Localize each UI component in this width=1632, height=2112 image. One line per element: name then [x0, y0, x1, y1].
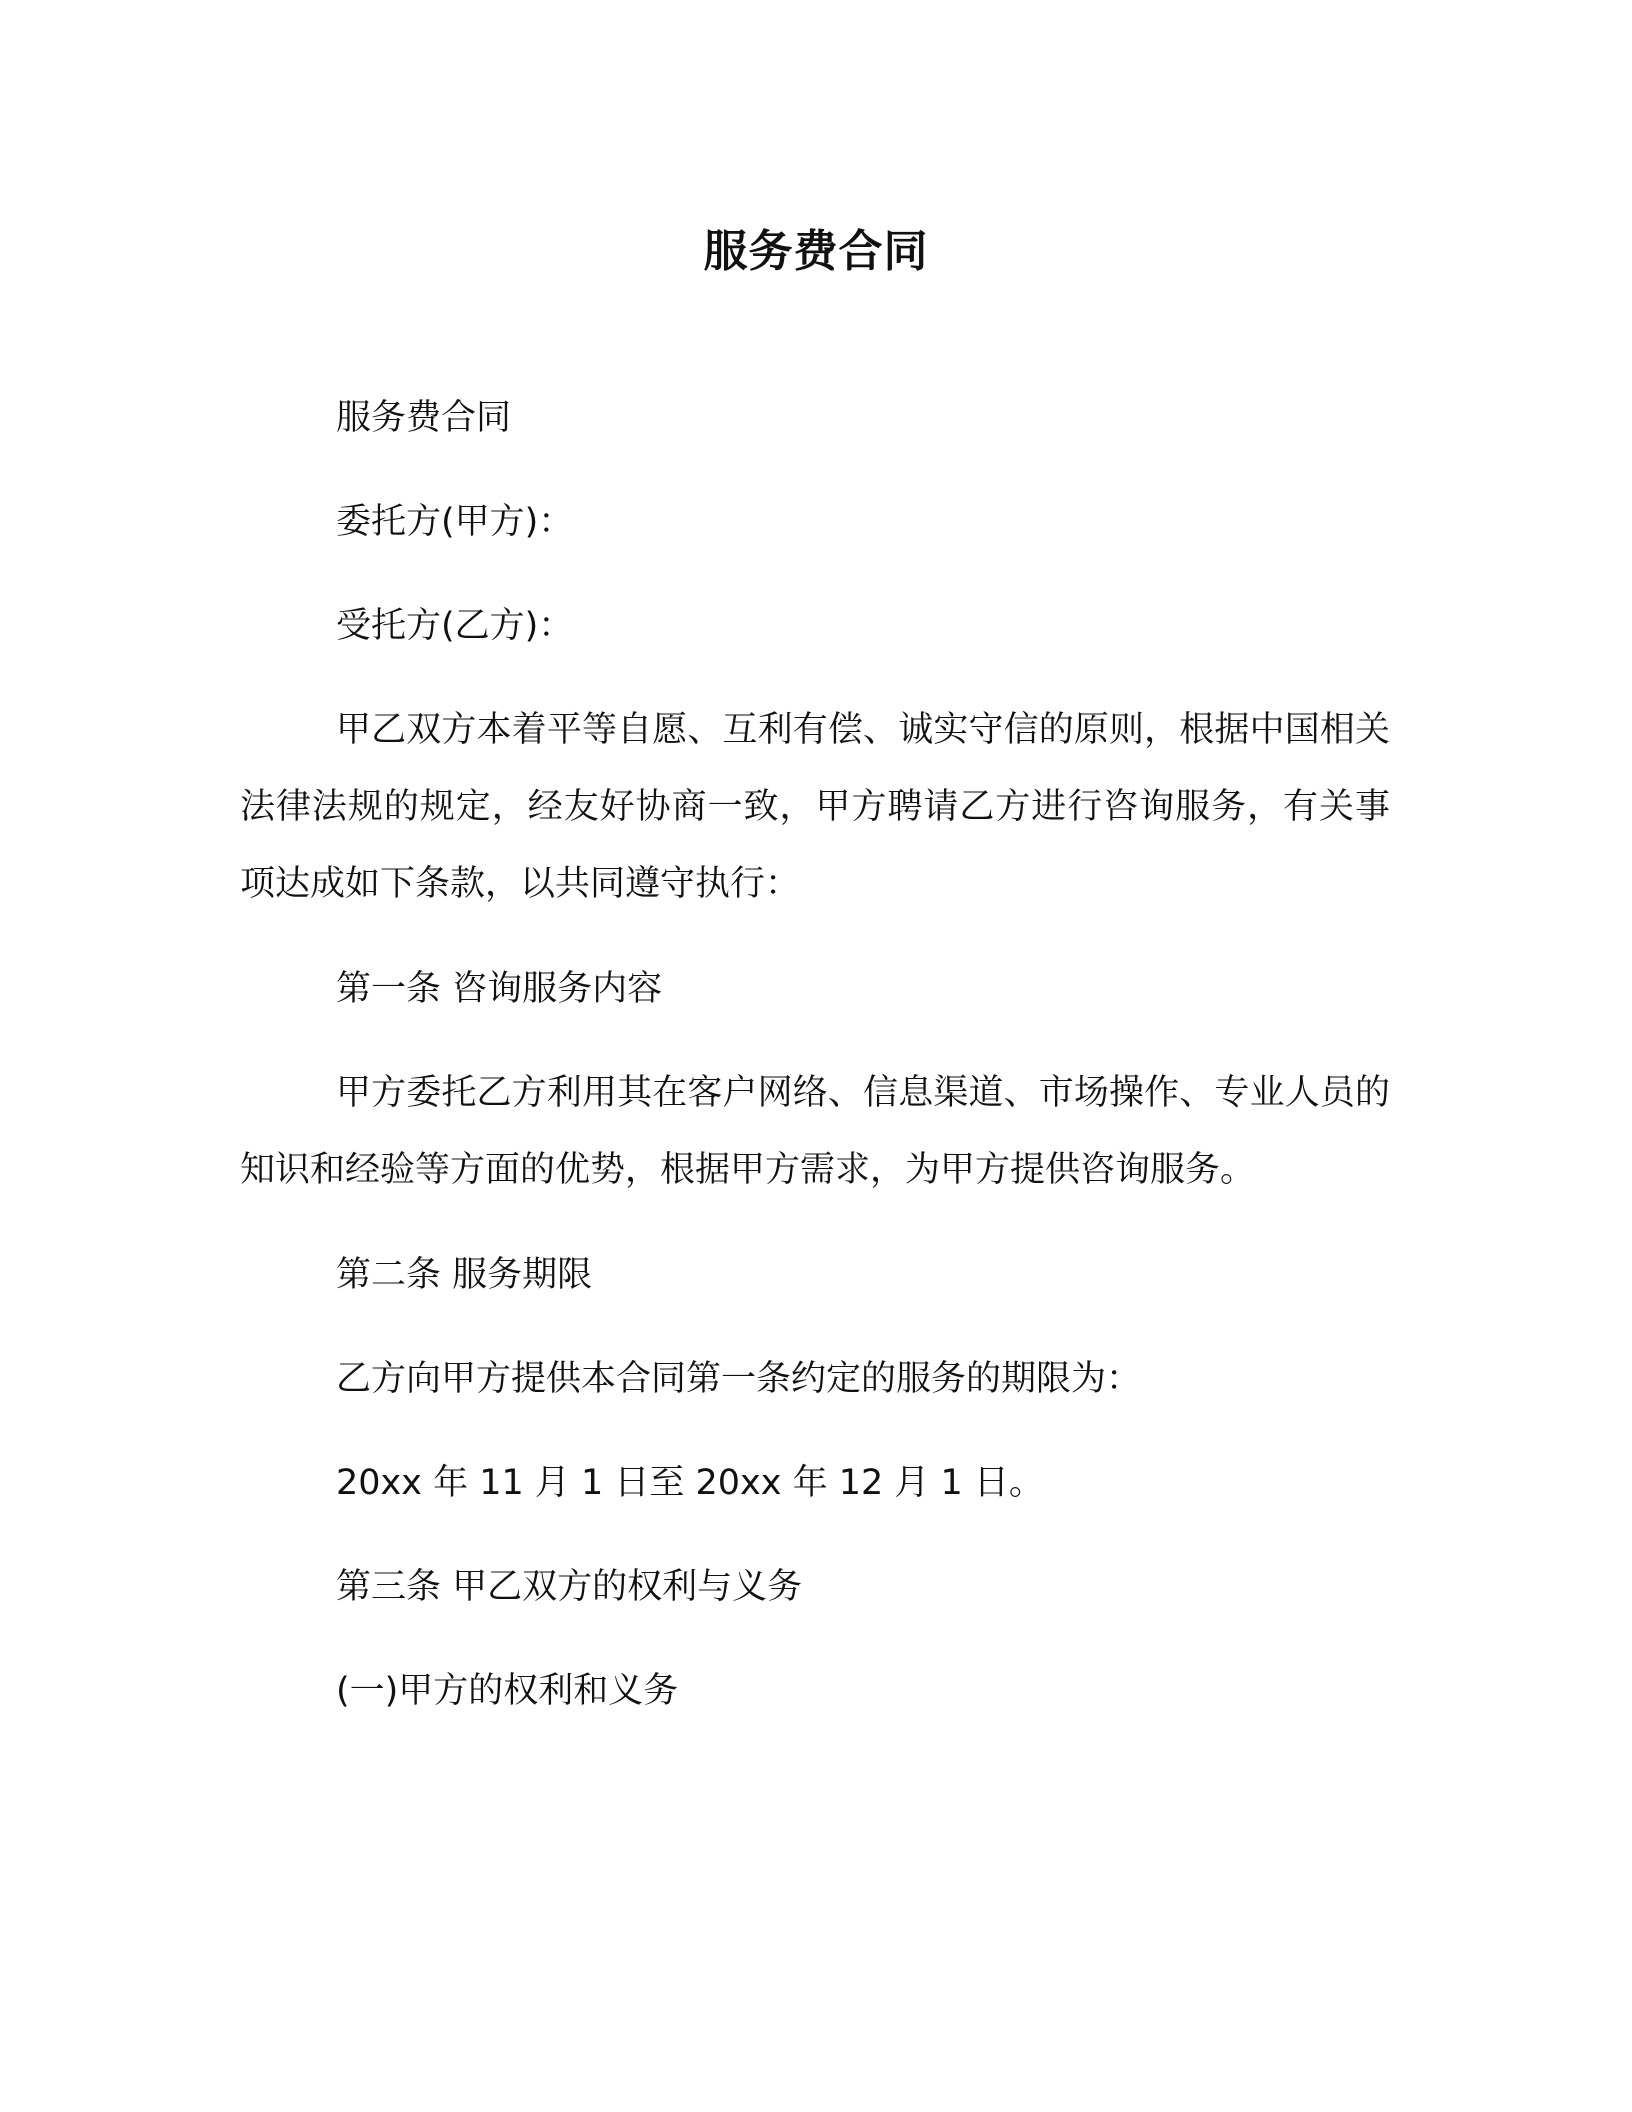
paragraph-article-2-content: 乙方向甲方提供本合同第一条约定的服务的期限为： — [336, 1359, 1142, 1399]
paragraph-contract-name: 服务费合同 — [336, 398, 512, 438]
paragraph-article-3-heading: 第三条 甲乙双方的权利与义务 — [336, 1567, 803, 1607]
paragraph-preamble: 甲乙双方本着平等自愿、互利有偿、诚实守信的原则，根据中国相关法律法规的规定，经友好协商一致，甲方聘请乙方进行咨询服务，有关事项达成如下条款，以共同遵守执行： — [240, 710, 1390, 904]
document-body — [240, 392, 1390, 1769]
paragraph-party-a-rights-heading: (一)甲方的权利和义务 — [336, 1671, 679, 1711]
paragraph-service-period: 20xx 年 11 月 1 日至 20xx 年 12 月 1 日。 — [336, 1463, 1044, 1503]
paragraph-article-2-heading: 第二条 服务期限 — [336, 1255, 593, 1295]
document-title: 服务费合同 — [703, 226, 929, 277]
paragraph-article-1-content: 甲方委托乙方利用其在客户网络、信息渠道、市场操作、专业人员的知识和经验等方面的优势，根据甲方需求，为甲方提供咨询服务。 — [240, 1073, 1390, 1190]
paragraph-article-1-heading: 第一条 咨询服务内容 — [336, 969, 663, 1009]
paragraph-party-b: 受托方(乙方)： — [336, 606, 574, 646]
paragraph-party-a: 委托方(甲方)： — [336, 502, 574, 542]
